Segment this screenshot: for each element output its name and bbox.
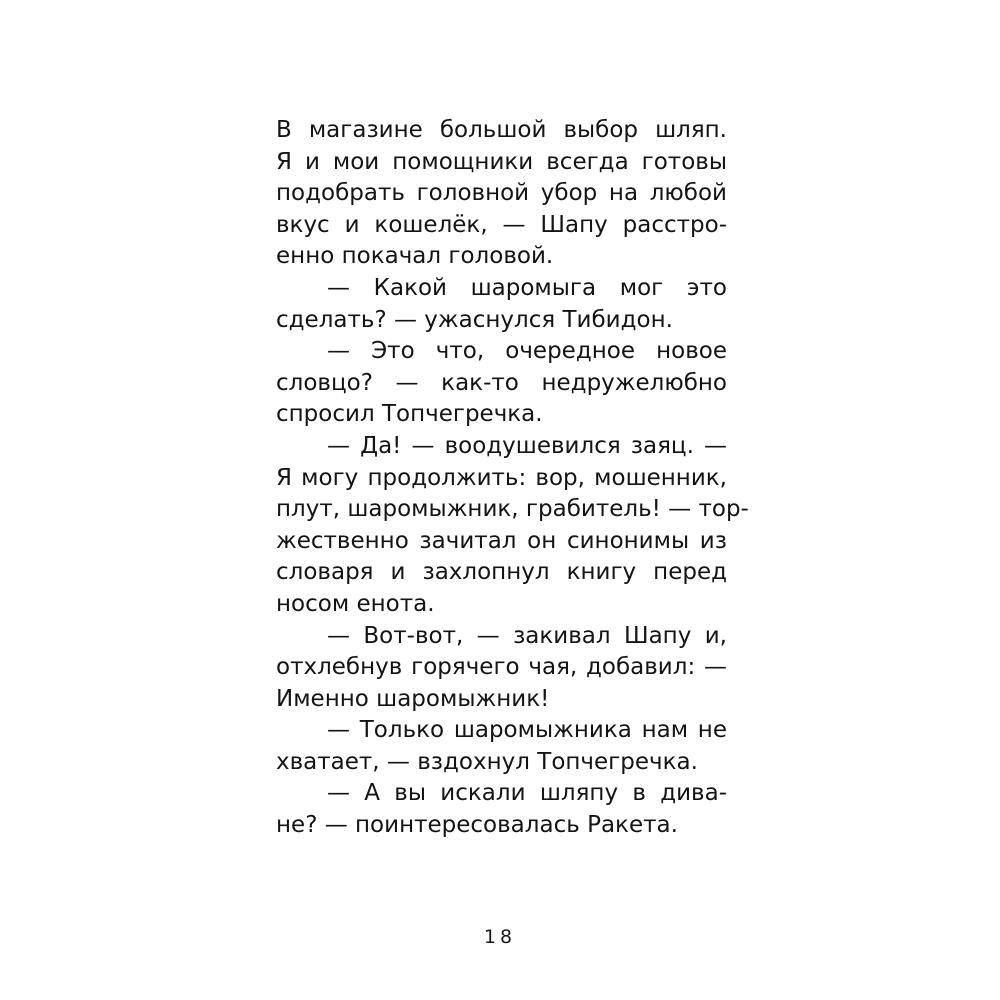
text-line: В магазине большой выбор шляп. (276, 117, 727, 143)
text-line: — Да! — воодушевился заяц. — (327, 432, 727, 459)
text-line: вкус и кошелёк, — Шапу расстро- (276, 211, 727, 238)
text-line: — Вот-вот, — закивал Шапу и, (327, 622, 727, 649)
text-line: отхлебнув горячего чая, добавил: — (276, 654, 727, 681)
text-line: енно покачал головой. (276, 243, 554, 270)
text-line: не? — поинтересовалась Ракета. (276, 812, 678, 839)
text-line: плут, шаромыжник, грабитель! — тор- (276, 496, 749, 523)
text-line: носом енота. (276, 590, 435, 617)
text-line: Я могу продолжить: вор, мошенник, (276, 464, 727, 491)
text-line: сделать? — ужаснулся Тибидон. (276, 306, 673, 333)
body-text (276, 115, 749, 842)
text-line: — Только шаромыжника нам не (327, 717, 727, 744)
text-line: Я и мои помощники всегда готовы (276, 148, 727, 175)
text-line: — Какой шаромыга мог это (327, 274, 727, 301)
text-line: хватает, — вздохнул Топчегречка. (276, 748, 698, 775)
page-number: 18 (483, 926, 517, 948)
text-line: — А вы искали шляпу в дива- (327, 780, 727, 807)
text-line: словаря и захлопнул книгу перед (276, 559, 727, 586)
text-line: Именно шаромыжник! (276, 685, 550, 712)
text-line: словцо? — как-то недружелюбно (276, 369, 727, 396)
text-line: спросил Топчегречка. (276, 401, 543, 428)
text-line: жественно зачитал он синонимы из (276, 527, 727, 554)
text-line: подобрать головной убор на любой (276, 180, 727, 207)
text-line: — Это что, очередное новое (327, 338, 727, 365)
